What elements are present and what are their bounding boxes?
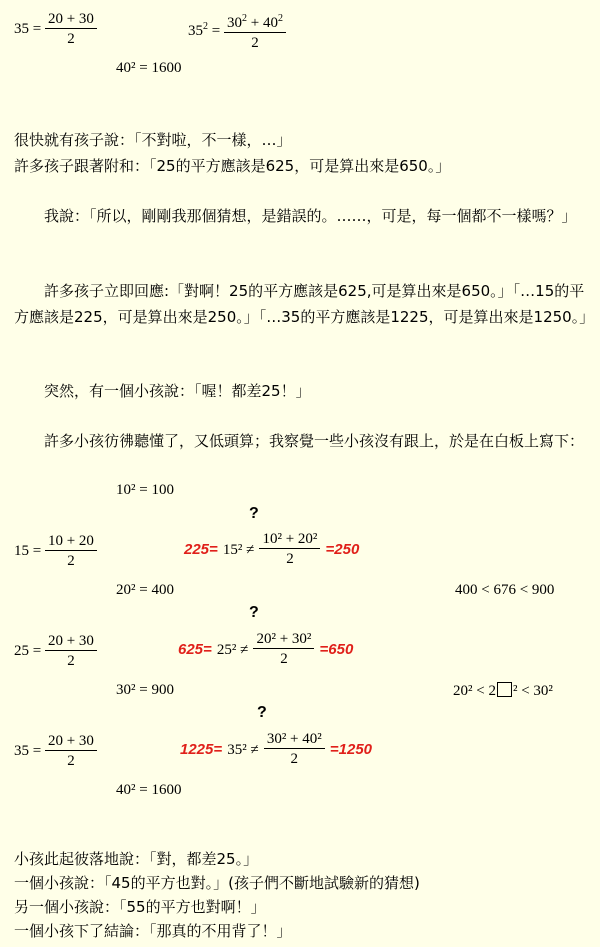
r3-red-left: 1225= (180, 741, 223, 758)
r3-big-fraction (264, 730, 325, 769)
r3-red-right: =1250 (329, 741, 373, 758)
board-r3-top: 30² = 900 (116, 682, 174, 698)
r1-big-denominator: 2 (286, 551, 294, 567)
eq2-numerator: $30^2 + 40^2$ (224, 10, 286, 33)
r3-big-denominator: 2 (290, 751, 299, 767)
question-mark: ? (249, 604, 259, 621)
r1-big-fraction (259, 530, 320, 569)
board-r2-top: 20² = 400 (116, 582, 174, 598)
r2-fraction (45, 632, 97, 671)
r1-mid: 15² ≠ (222, 542, 255, 558)
closing-line: 另一個小孩說：「55的平方也對啊！」 (14, 898, 266, 916)
r3-big-numerator: 30² + 40² (264, 730, 325, 749)
r2-mid: 25² ≠ (216, 642, 249, 658)
r2-red-left: 625= (178, 641, 212, 658)
r2-big-numerator: 20² + 30² (253, 630, 314, 649)
r1-red-right: =250 (325, 541, 360, 558)
closing-line: 一個小孩下了結論：「那真的不用背了！」 (14, 922, 292, 940)
r3-fraction (45, 732, 97, 771)
eq1-denominator: 2 (67, 31, 75, 47)
r1-lhs: 15 = (14, 542, 42, 559)
top-equation-1 (14, 10, 97, 49)
board-r3-red-eq (180, 730, 372, 769)
question-mark: ? (249, 505, 259, 522)
board-r4-bottom: 40² = 1600 (116, 782, 182, 798)
r1-numerator: 10 + 20 (45, 532, 97, 551)
r1-fraction (45, 532, 97, 571)
paragraph-me: 我說：「所以，剛剛我那個猜想，是錯誤的。……，可是，每一個都不一樣嗎？」 (44, 207, 577, 225)
dialogue-line: 許多孩子跟著附和：「25的平方應該是625，可是算出來是650。」 (14, 157, 451, 175)
r1-red-left: 225= (184, 541, 218, 558)
r2-lhs: 25 = (14, 642, 42, 659)
r3-right-a: 20² < 2 (453, 683, 496, 699)
r1-denominator: 2 (67, 553, 75, 569)
eq1-numerator: 20 + 30 (45, 10, 97, 29)
dialogue-line: 很快就有孩子說：「不對啦，不一樣，…」 (14, 131, 292, 149)
r2-red-right: =650 (319, 641, 354, 658)
r3-right-b: ² < 30² (512, 683, 553, 699)
r3-mid: 35² ≠ (227, 742, 259, 758)
board-r1-lhs-eq (14, 532, 97, 571)
eq2-num-a: 30 (226, 15, 242, 31)
eq2-fraction (224, 10, 286, 53)
board-r3-right (453, 682, 553, 700)
board-r2-right: 400 < 676 < 900 (455, 582, 555, 598)
r3-numerator: 20 + 30 (45, 732, 97, 751)
question-mark: ? (257, 704, 267, 721)
r2-big-denominator: 2 (280, 651, 288, 667)
eq1-lhs: 35 = (14, 20, 42, 37)
board-r2-red-eq (178, 630, 353, 669)
board-r1-top: 10² = 100 (116, 482, 174, 498)
paragraph-board: 許多小孩彷彿聽懂了，又低頭算；我察覺一些小孩沒有跟上，於是在白板上寫下： (44, 432, 585, 450)
top-equation-3: 40² = 1600 (116, 60, 182, 76)
blank-square-icon (497, 682, 512, 697)
paragraph-kids: 許多孩子立即回應:「對啊！25的平方應該是625,可是算出來是650。」「…15的平方應該是225，可是算出來是250。」「…35的平方應該是1225，可是算出來是1250。」 (14, 282, 595, 326)
r2-numerator: 20 + 30 (45, 632, 97, 651)
r2-denominator: 2 (67, 653, 75, 669)
r2-big-fraction (253, 630, 314, 669)
closing-line: 小孩此起彼落地說：「對，都差25。」 (14, 850, 259, 868)
eq2-denominator: 2 (251, 35, 259, 51)
closing-line: 一個小孩說：「45的平方也對。」(孩子們不斷地試驗新的猜想) (14, 874, 420, 892)
eq2-num-b: 40 (262, 15, 278, 31)
r1-big-numerator: 10² + 20² (259, 530, 320, 549)
r3-denominator: 2 (67, 753, 75, 769)
board-r2-lhs-eq (14, 632, 97, 671)
eq2-lhs-base: 35 (188, 22, 203, 39)
dialogue-block-1 (14, 127, 590, 179)
closing-block (14, 847, 590, 943)
top-equation-2: $35^2$ = $\frac{30^2 + 40^2}{2}$ (188, 10, 286, 53)
board-r3-lhs-eq (14, 732, 97, 771)
board-r1-red-eq (184, 530, 359, 569)
eq2-lhs-exp: 2 (203, 20, 208, 32)
eq1-fraction (45, 10, 97, 49)
r3-lhs: 35 = (14, 742, 42, 759)
paragraph-sudden: 突然，有一個小孩說：「喔！都差25！」 (44, 382, 311, 400)
